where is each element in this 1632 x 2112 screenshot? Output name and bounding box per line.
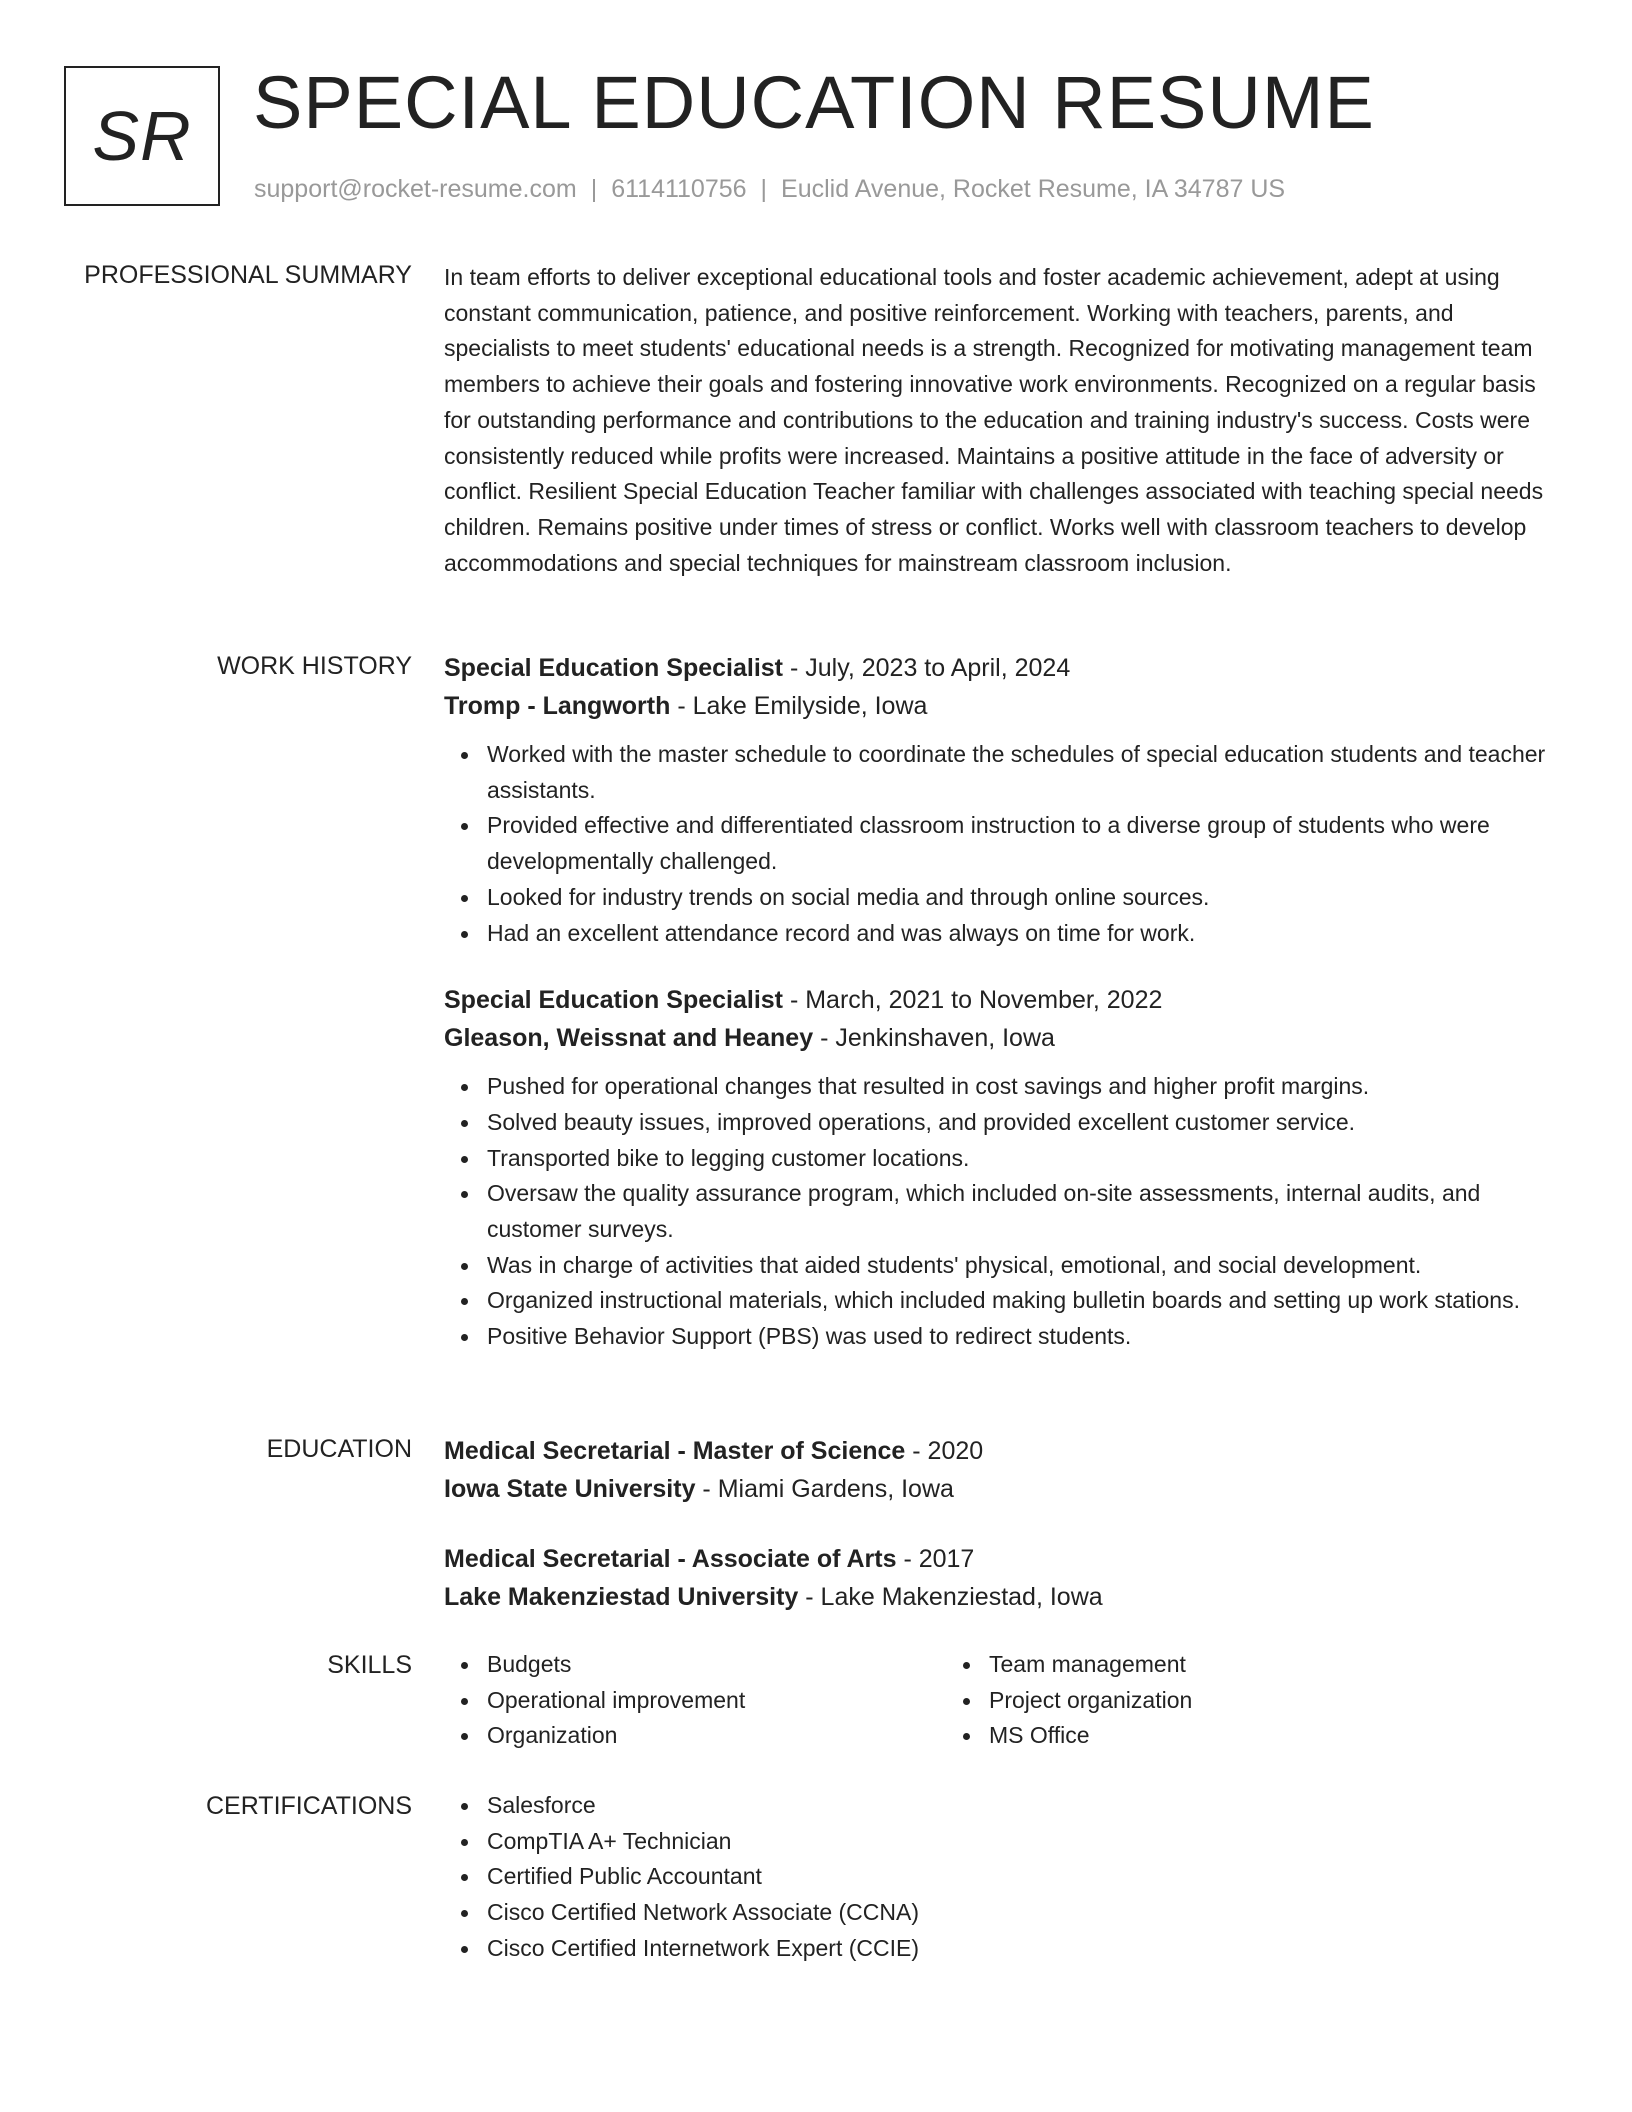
education-degree-line: Medical Secretarial - Master of Science - 2020 xyxy=(444,1437,984,1465)
certification-item: Certified Public Accountant xyxy=(487,1859,1556,1895)
contact-line xyxy=(254,172,1285,206)
education-school-line: Lake Makenziestad University - Lake Makenziestad, Iowa xyxy=(444,1583,1103,1611)
skill-item: Project organization xyxy=(989,1683,1448,1719)
education-year: 2020 xyxy=(927,1437,984,1465)
job-company-line: Gleason, Weissnat and Heaney - Jenkinshaven, Iowa xyxy=(444,1024,1055,1053)
contact-separator: | xyxy=(760,175,768,203)
job-title: Special Education Specialist xyxy=(444,986,784,1015)
section-label-skills: SKILLS xyxy=(327,1651,412,1679)
job-bullet: Positive Behavior Support (PBS) was used to redirect students. xyxy=(487,1319,1556,1355)
job-bullets xyxy=(444,1069,1556,1355)
job-bullet: Had an excellent attendance record and was always on time for work. xyxy=(487,916,1556,952)
education-year: 2017 xyxy=(918,1545,975,1573)
job-entry xyxy=(444,649,1556,951)
job-title: Special Education Specialist xyxy=(444,654,784,682)
job-bullet: Organized instructional materials, which included making bulletin boards and setting up work stations. xyxy=(487,1283,1556,1319)
certification-item: CompTIA A+ Technician xyxy=(487,1824,1556,1860)
section-label-education: EDUCATION xyxy=(266,1435,412,1463)
education-location: Lake Makenziestad, Iowa xyxy=(820,1583,1103,1611)
education-school: Iowa State University xyxy=(444,1475,696,1503)
job-bullet: Worked with the master schedule to coordinate the schedules of special education students and teacher assistants. xyxy=(487,737,1556,808)
skill-item: Budgets xyxy=(487,1647,946,1683)
skill-item: Organization xyxy=(487,1718,946,1754)
section-label-work-history: WORK HISTORY xyxy=(217,652,412,680)
skill-item: MS Office xyxy=(989,1718,1448,1754)
certification-item: Cisco Certified Network Associate (CCNA) xyxy=(487,1895,1556,1931)
skills-body xyxy=(444,1647,1556,1754)
education-location: Miami Gardens, Iowa xyxy=(717,1475,954,1503)
job-bullet: Oversaw the quality assurance program, which included on-site assessments, internal audits, and customer surveys. xyxy=(487,1176,1556,1247)
skills-columns xyxy=(444,1647,1556,1754)
summary-body xyxy=(444,260,1556,581)
certification-item: Cisco Certified Internetwork Expert (CCIE) xyxy=(487,1931,1556,1967)
education-degree: Medical Secretarial - Associate of Arts xyxy=(444,1545,897,1573)
job-entry xyxy=(444,981,1556,1355)
education-body xyxy=(444,1432,1556,1616)
job-bullet: Was in charge of activities that aided students' physical, emotional, and social development. xyxy=(487,1248,1556,1284)
monogram-initials: SR xyxy=(92,97,192,175)
contact-address: Euclid Avenue, Rocket Resume, IA 34787 US xyxy=(781,175,1286,203)
certifications-list xyxy=(444,1788,1556,1967)
job-company-line: Tromp - Langworth - Lake Emilyside, Iowa xyxy=(444,692,928,720)
contact-phone: 6114110756 xyxy=(611,175,747,203)
skill-item: Team management xyxy=(989,1647,1448,1683)
education-degree-line: Medical Secretarial - Associate of Arts - 2017 xyxy=(444,1545,975,1573)
education-entry xyxy=(444,1432,1556,1508)
skills-list-right xyxy=(946,1647,1448,1754)
contact-separator: | xyxy=(590,175,598,203)
certification-item: Salesforce xyxy=(487,1788,1556,1824)
contact-email: support@rocket-resume.com xyxy=(254,175,577,203)
job-title-line: Special Education Specialist - March, 2021 to November, 2022 xyxy=(444,986,1163,1015)
job-bullets xyxy=(444,737,1556,951)
job-bullet: Looked for industry trends on social media and through online sources. xyxy=(487,880,1556,916)
skills-list-left xyxy=(444,1647,946,1754)
job-location: Jenkinshaven, Iowa xyxy=(835,1024,1055,1053)
section-label-summary: PROFESSIONAL SUMMARY xyxy=(84,261,412,289)
job-bullet: Pushed for operational changes that resulted in cost savings and higher profit margins. xyxy=(487,1069,1556,1105)
section-label-certifications: CERTIFICATIONS xyxy=(205,1792,412,1820)
job-company: Tromp - Langworth xyxy=(444,692,671,720)
job-dates: March, 2021 to November, 2022 xyxy=(805,986,1163,1015)
certifications-body xyxy=(444,1788,1556,1967)
job-company: Gleason, Weissnat and Heaney xyxy=(444,1024,814,1053)
summary-text: In team efforts to deliver exceptional educational tools and foster academic achievement, adept at using constant communication, patience, and positive reinforcement. Working with teachers, parents, and specialists to meet students' educational needs is a strength. Recognized for motivating management team members to achieve their goals and fostering innovative work environments. Recognized on a regular basis for outstanding performance and contributions to the education and training industry's success. Costs were consistently reduced while profits were increased. Maintains a positive attitude in the face of adversity or conflict. Resilient Special Education Teacher familiar with challenges associated with teaching special needs children. Remains positive under times of stress or conflict. Works well with classroom teachers to develop accommodations and special techniques for mainstream classroom inclusion. xyxy=(444,264,1544,576)
job-title-line: Special Education Specialist - July, 2023 to April, 2024 xyxy=(444,654,1071,682)
monogram-badge xyxy=(64,66,220,206)
job-bullet: Provided effective and differentiated classroom instruction to a diverse group of students who were developmentally challenged. xyxy=(487,808,1556,879)
education-school-line: Iowa State University - Miami Gardens, Iowa xyxy=(444,1475,954,1503)
job-bullet: Solved beauty issues, improved operations, and provided excellent customer service. xyxy=(487,1105,1556,1141)
work-history-body xyxy=(444,649,1556,1355)
job-bullet: Transported bike to legging customer locations. xyxy=(487,1141,1556,1177)
education-entry xyxy=(444,1540,1556,1616)
job-location: Lake Emilyside, Iowa xyxy=(692,692,928,720)
resume-title: SPECIAL EDUCATION RESUME xyxy=(253,61,1375,144)
education-school: Lake Makenziestad University xyxy=(444,1583,799,1611)
job-dates: July, 2023 to April, 2024 xyxy=(805,654,1071,682)
education-degree: Medical Secretarial - Master of Science xyxy=(444,1437,906,1465)
skill-item: Operational improvement xyxy=(487,1683,946,1719)
